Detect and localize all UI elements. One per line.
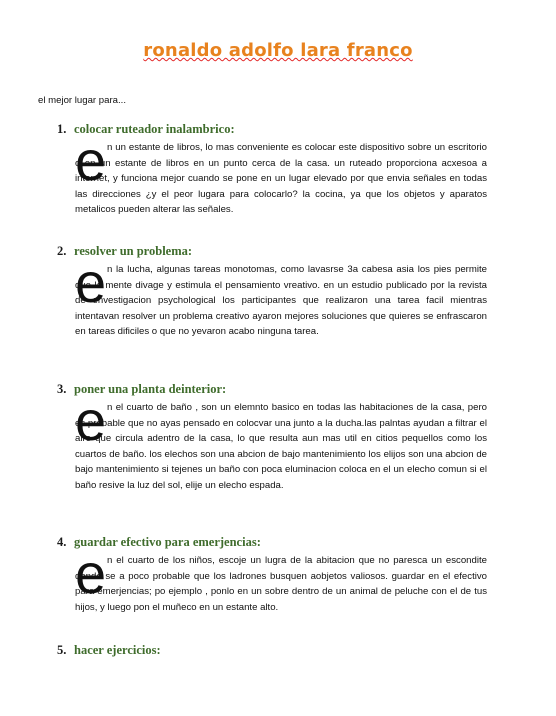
section-heading xyxy=(57,122,487,138)
section-body xyxy=(75,389,487,494)
section-title: resolver un problema: xyxy=(74,244,193,258)
section-number: 1. xyxy=(57,122,67,136)
drop-cap: e xyxy=(75,129,107,192)
section-1 xyxy=(57,122,487,218)
section-5 xyxy=(57,643,487,659)
section-title: hacer ejercicios: xyxy=(74,643,161,657)
drop-cap: e xyxy=(75,389,107,452)
section-body xyxy=(75,251,487,340)
section-2 xyxy=(57,244,487,340)
section-title: guardar efectivo para emerjencias: xyxy=(74,535,261,549)
drop-cap: e xyxy=(75,542,107,605)
section-body xyxy=(75,542,487,615)
section-4 xyxy=(57,535,487,615)
section-paragraph: n el cuarto de baño , son un elemnto basico en todas las habitaciones de la casa, pero es probable que no ayas pensado en colocvar una junto a la ducha.las palntas ayudan a filtrar el aire que circula adentro de la casa, lo que resulta aun mas util en citios pequellos como los cuartos de baño. los elechos son una abcion de bajo mantenimiento los elijos son una abcion de bajo mantenimiento si tejenes un baño con poca eluminacion coloca en el un elecho comun si el baño resive la luz del sol, elije un elecho espada. xyxy=(75,402,487,491)
section-number: 4. xyxy=(57,535,67,549)
section-body xyxy=(75,129,487,218)
section-number: 3. xyxy=(57,382,67,396)
section-heading xyxy=(57,244,487,260)
intro-text: el mejor lugar para... xyxy=(38,95,126,106)
section-title: colocar ruteador inalambrico: xyxy=(74,122,235,136)
section-paragraph: n un estante de libros, lo mas conveniente es colocar este dispositivo sobre un escritorio o en un estante de libros en un punto cerca de la casa. un ruteado proporciona acxesoa a internet, y funciona mejor cuando se pone en un lugar elevado por que envia señales en todas las direcciones ¿y el peor lugara para colocarlo? la cocina, ya que los objetos y aparatos metalicos pueden alterar las señales. xyxy=(75,142,487,216)
section-heading xyxy=(57,535,487,551)
section-paragraph: n la lucha, algunas tareas monotomas, como lavasrse 3a cabesa asia los pies permite que la mente divage y estimula el pensamiento vreativo. en un estudio publicado por la revista de envestigacion psychological los participantes que realizaron una tarea facil mientras intentavan resolver un problema creativo ayaron mejores soluciones que quieres se enfrascaron en tareas dificiles o que no yevaron acabo ninguna tarea. xyxy=(75,264,487,338)
section-3 xyxy=(57,382,487,494)
section-title: poner una planta deinterior: xyxy=(74,382,227,396)
drop-cap: e xyxy=(75,251,107,314)
section-paragraph: n el cuarto de los niños, escoje un lugra de la abitacion que no paresca un escondite donde se a poco probable que los ladrones busquen aobjetos valiosos. guardar en el efectivo para emerjencias; po ejemplo , ponlo en un sobre dentro de un animal de peluche con el de tus hijos, y luego pon el muñeco en un estante alto. xyxy=(75,555,487,613)
section-number: 5. xyxy=(57,643,67,657)
section-heading xyxy=(57,643,487,659)
section-heading xyxy=(57,382,487,398)
document-title: ronaldo adolfo lara franco xyxy=(143,40,413,61)
section-number: 2. xyxy=(57,244,67,258)
